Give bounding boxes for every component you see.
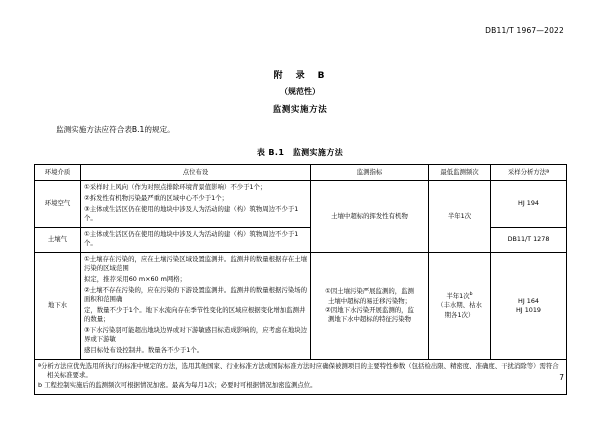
table-row <box>35 252 567 359</box>
footnote-marker-b: b <box>469 291 473 297</box>
table-header-row <box>35 165 567 181</box>
indicator-line: 测地下水中超标的特征污染物 <box>327 315 412 324</box>
cell-method-air: HJ 194 <box>491 181 567 228</box>
cell-medium-air: 环境空气 <box>35 181 81 228</box>
point-line: 定，数量不少于1个。地下水流向存在季节性变化的区域应根据变化增加监测井的数量； <box>84 305 306 324</box>
cell-frequency-groundwater <box>429 252 491 359</box>
annex-subtitle: （规范性） <box>280 87 320 96</box>
cell-table-notes <box>35 359 567 394</box>
indicator-line: 土壤中超标的易迁移污染物； <box>327 296 412 305</box>
point-line: ①土壤存在污染的，应在土壤污染区域设置监测井。监测井的数量根据存在土壤污染的区域范围 <box>84 254 308 273</box>
point-line: 拟定，推荐采用60 m×60 m网格； <box>84 275 187 284</box>
cell-method-soilgas: DB11/T 1278 <box>491 227 567 252</box>
cell-indicator-air-soilgas: 土壤中超标的挥发性有机物 <box>311 181 429 253</box>
header-environment-medium: 环境介质 <box>35 165 81 181</box>
monitoring-methods-table <box>34 164 567 395</box>
header-monitoring-indicator: 监测指标 <box>311 165 429 181</box>
cell-method-groundwater <box>491 252 567 359</box>
frequency-line: （丰水期、枯水 <box>437 301 482 310</box>
standard-code-header: DB11/T 1967—2022 <box>485 26 564 35</box>
intro-paragraph: 监测实施方法应符合表B.1的规定。 <box>56 125 175 134</box>
point-line: ②拆发性有机物污染最严重的区域中心不少于1个； <box>84 194 228 203</box>
header-point-layout: 点位布设 <box>81 165 311 181</box>
table-caption: 表 B.1 监测实施方法 <box>256 148 344 157</box>
page-number: 7 <box>559 373 564 382</box>
cell-indicator-groundwater <box>311 252 429 359</box>
point-line: ①采样时上风向（作为对照点排除环境背景值影响）不少于1个； <box>84 183 267 192</box>
point-line: ③下水污染羽可能超出地块边界或对下游敏感目标造成影响的，应考虑在地块边界或下游敏 <box>84 325 308 344</box>
frequency-line: 期各1次） <box>444 310 475 319</box>
cell-points-air <box>81 181 311 228</box>
indicator-line: ①因土壤污染严展监测的，监测 <box>325 287 414 296</box>
indicator-line: ②因地下水污染开展监测的，监 <box>325 305 414 314</box>
point-line: ②土壤不存在污染的，应在污染的下游设置监测井。监测井的数量根据污染场的面积和范围确 <box>84 285 308 304</box>
header-sampling-method: 采样分析方法ª <box>491 165 567 181</box>
cell-points-groundwater <box>81 252 311 359</box>
table-notes-row <box>35 359 567 394</box>
note-line: b 工程控制实施后的监测频次可根据情况加密。最高为每月1次；必要时可根据情况加密监测点位。 <box>38 381 317 390</box>
cell-medium-soilgas: 土壤气 <box>35 227 81 252</box>
note-line: ª分析方法应优先选用所执行的标准中规定的方法，选用其他国家、行业标准方法或国际标准方法时应确保被测项目的主要特性参数（包括检出限、精密度、准确度、干扰消除等）需符合相关标准要求。 <box>38 361 559 380</box>
cell-frequency-air-soilgas: 半年1次 <box>429 181 491 253</box>
point-line: 感目标处布设控制井。数量各不少于1个。 <box>84 346 204 354</box>
cell-points-soilgas <box>81 227 311 252</box>
method-line: HJ 1019 <box>516 305 541 314</box>
method-line: HJ 164 <box>518 296 539 305</box>
cell-medium-groundwater: 地下水 <box>35 252 81 359</box>
frequency-line: 半年1次$^b$ <box>446 291 473 301</box>
point-line: ①主体或生活区仍在使用的地块中涉及人为活动的建（构）筑物周边不少于1个。 <box>84 229 299 248</box>
header-min-frequency: 最低监测频次 <box>429 165 491 181</box>
point-line: ③主体或生活区仍在使用的地块中涉及人为活动的建（构）筑物周边不少于1个。 <box>84 204 299 223</box>
annex-name: 监测实施方法 <box>272 105 328 115</box>
annex-title: 附 录 B <box>273 71 327 81</box>
table-row <box>35 181 567 228</box>
